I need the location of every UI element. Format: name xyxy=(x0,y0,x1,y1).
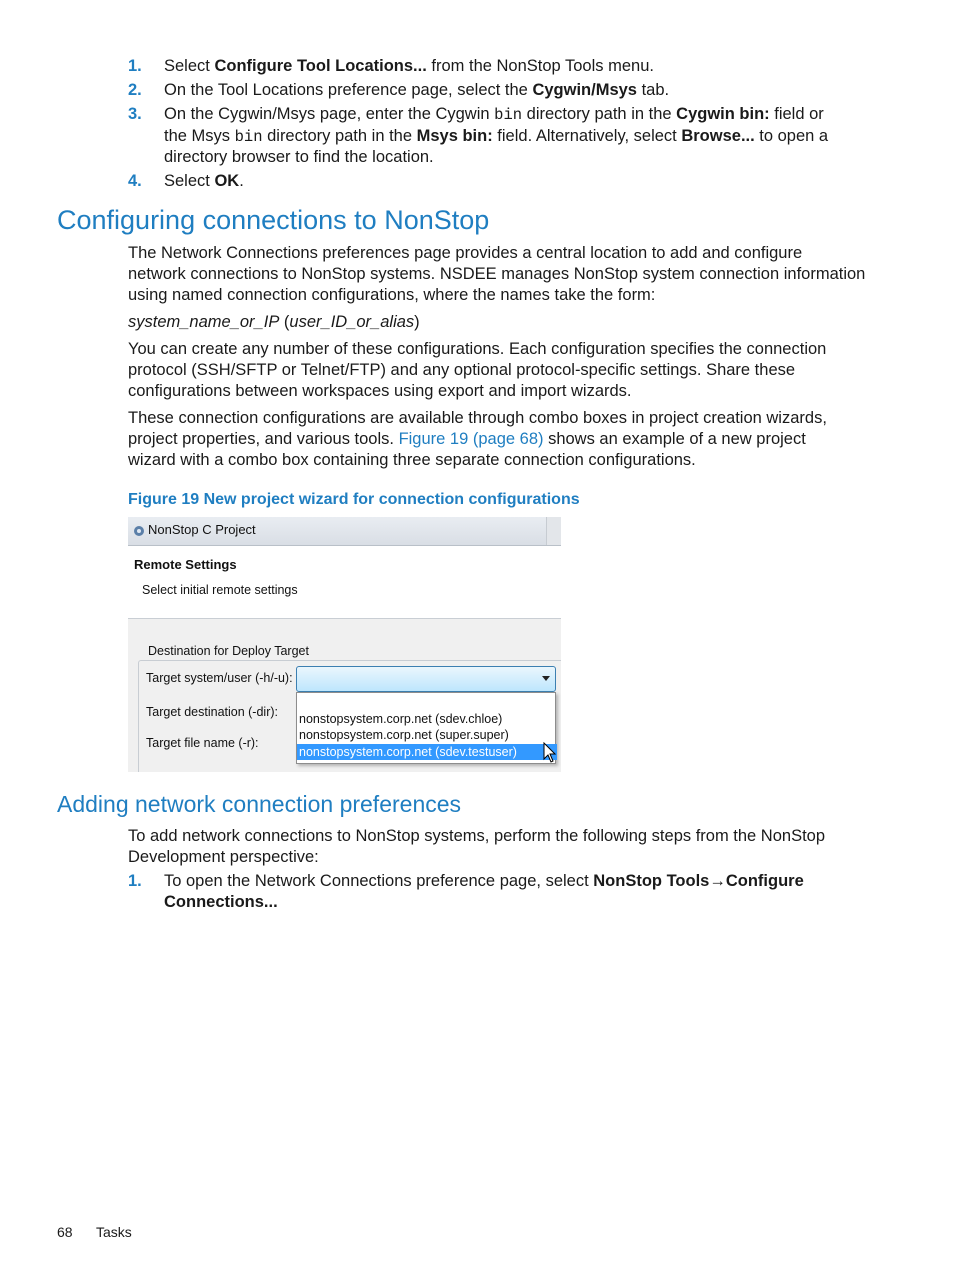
project-icon xyxy=(133,525,145,537)
subsection-heading: Adding network connection preferences xyxy=(57,791,462,817)
paragraph-line: network connections to NonStop systems. NSDEE manages NonStop system connection information xyxy=(128,265,866,283)
section-heading: Configuring connections to NonStop xyxy=(57,205,490,235)
target-system-combo[interactable] xyxy=(296,666,556,692)
footer-section: Tasks xyxy=(96,1224,132,1240)
figure-link[interactable]: Figure 19 (page 68) xyxy=(398,430,544,448)
scrollbar[interactable] xyxy=(546,517,561,545)
wizard-subheading: Select initial remote settings xyxy=(142,583,298,597)
combo-option[interactable]: nonstopsystem.corp.net (sdev.chloe) xyxy=(299,712,503,726)
step-number: 4. xyxy=(128,172,142,190)
window-title: NonStop C Project xyxy=(148,522,256,537)
page-number: 68 xyxy=(57,1224,73,1240)
target-file-label: Target file name (-r): xyxy=(146,736,259,750)
step-4-text: Select OK. xyxy=(164,172,244,190)
paragraph-line: configurations between workspaces using export and import wizards. xyxy=(128,382,632,400)
step-number: 1. xyxy=(128,57,142,75)
step-text-line-2: Connections... xyxy=(164,893,278,911)
step-number: 2. xyxy=(128,81,142,99)
paragraph-line: To add network connections to NonStop systems, perform the following steps from the NonStop xyxy=(128,827,826,845)
figure-caption: Figure 19 New project wizard for connection configurations xyxy=(128,491,580,508)
step-number: 1. xyxy=(128,872,142,890)
paragraph-line: using named connection configurations, where the names take the form: xyxy=(128,286,656,304)
mouse-cursor-icon xyxy=(543,742,557,764)
step-1-text: Select Configure Tool Locations... from the NonStop Tools menu. xyxy=(164,57,654,75)
group-label: Destination for Deploy Target xyxy=(148,644,309,658)
paragraph-line: protocol (SSH/SFTP or Telnet/FTP) and any optional protocol-specific settings. Share these xyxy=(128,361,796,379)
step-3-line-2: the Msys bin directory path in the Msys bin: field. Alternatively, select Browse... to open a xyxy=(164,127,829,146)
paragraph-line: The Network Connections preferences page provides a central location to add and configure xyxy=(128,244,803,262)
combo-option-selected[interactable]: nonstopsystem.corp.net (sdev.testuser) xyxy=(297,744,557,760)
paragraph-line: You can create any number of these configurations. Each configuration specifies the connection xyxy=(128,340,827,358)
arrow-icon: → xyxy=(709,872,726,890)
combo-option[interactable]: nonstopsystem.corp.net (super.super) xyxy=(299,728,509,742)
step-3-line-3: directory browser to find the location. xyxy=(164,148,434,166)
chevron-down-icon[interactable] xyxy=(542,676,550,681)
name-form: system_name_or_IP (user_ID_or_alias) xyxy=(128,313,420,331)
paragraph-line: Development perspective: xyxy=(128,848,319,866)
paragraph-line: project properties, and various tools. Figure 19 (page 68) shows an example of a new project xyxy=(128,430,806,448)
paragraph-line: wizard with a combo box containing three separate connection configurations. xyxy=(128,451,696,469)
target-system-label: Target system/user (-h/-u): xyxy=(146,671,293,685)
combo-dropdown-list xyxy=(296,692,556,764)
wizard-screenshot xyxy=(128,517,561,772)
step-number: 3. xyxy=(128,105,142,123)
wizard-heading: Remote Settings xyxy=(134,557,237,572)
target-destination-label: Target destination (-dir): xyxy=(146,705,279,719)
step-2-text: On the Tool Locations preference page, select the Cygwin/Msys tab. xyxy=(164,81,670,99)
step-text-line-1: To open the Network Connections preference page, select NonStop Tools→Configure xyxy=(164,872,804,890)
step-3-line-1: On the Cygwin/Msys page, enter the Cygwin bin directory path in the Cygwin bin: field or xyxy=(164,105,824,124)
paragraph-line: These connection configurations are available through combo boxes in project creation wizards, xyxy=(128,409,827,427)
